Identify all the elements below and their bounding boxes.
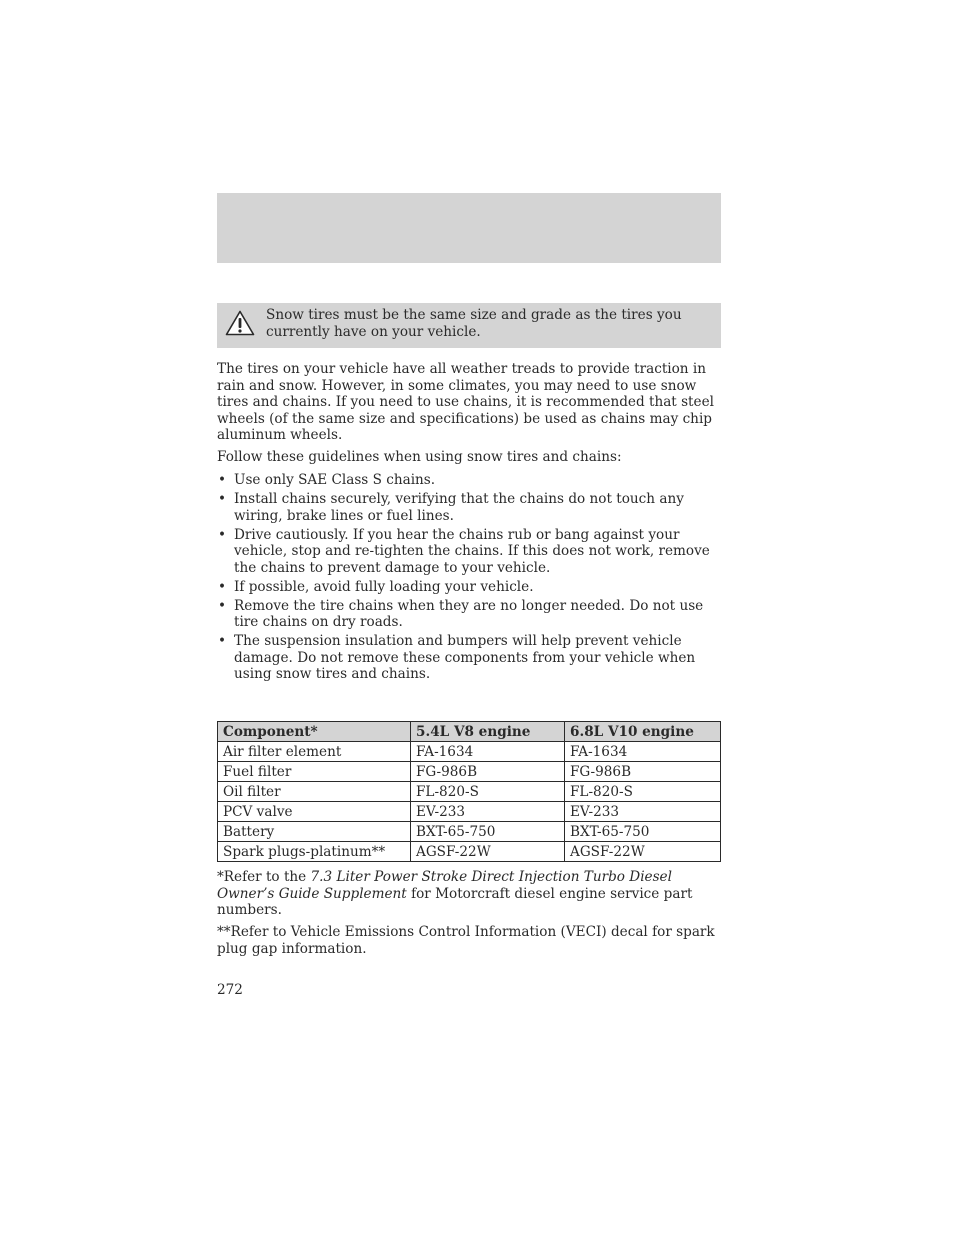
table-row: [218, 822, 721, 842]
table-cell: Battery: [218, 822, 411, 842]
column-header: 6.8L V10 engine: [565, 722, 721, 742]
table-cell: FL-820-S: [411, 782, 565, 802]
bullet-icon: •: [218, 597, 227, 614]
column-header: Component*: [218, 722, 411, 742]
list-item: • Remove the tire chains when they are no longer needed. Do not use tire chains on dry roads.: [218, 597, 704, 631]
table-cell: Spark plugs-platinum**: [218, 842, 411, 862]
table-cell: AGSF-22W: [565, 842, 721, 862]
table-cell: PCV valve: [218, 802, 411, 822]
table-row: [218, 782, 721, 802]
footnote-diesel: *Refer to the 7.3 Liter Power Stroke Direct Injection Turbo Diesel Owner’s Guide Supplement for Motorcraft diesel engine service part numbers.: [217, 869, 693, 918]
table-cell: FG-986B: [565, 762, 721, 782]
header-band: [217, 193, 721, 263]
list-item: • Use only SAE Class S chains.: [218, 472, 436, 488]
column-header: 5.4L V8 engine: [411, 722, 565, 742]
bullet-icon: •: [218, 491, 227, 508]
bullet-icon: •: [218, 526, 227, 543]
warning-box: [217, 303, 721, 348]
table-cell: BXT-65-750: [411, 822, 565, 842]
table-row: [218, 742, 721, 762]
list-item: • Drive cautiously. If you hear the chains rub or bang against your vehicle, stop and re-tighten the chains. If this does not work, remove the chains to prevent damage to your vehicle.: [218, 526, 710, 576]
table-header-row: [218, 722, 721, 742]
list-item: • Install chains securely, verifying that the chains do not touch any wiring, brake lines or fuel lines.: [218, 491, 684, 524]
table-cell: EV-233: [565, 802, 721, 822]
table-cell: AGSF-22W: [411, 842, 565, 862]
table-row: [218, 842, 721, 862]
page-number: 272: [217, 982, 243, 998]
guidelines-list: [217, 472, 721, 686]
table-cell: Air filter element: [218, 742, 411, 762]
warning-triangle-icon: [225, 310, 255, 336]
table-cell: Fuel filter: [218, 762, 411, 782]
bullet-icon: •: [218, 633, 227, 650]
table-cell: Oil filter: [218, 782, 411, 802]
table-cell: FG-986B: [411, 762, 565, 782]
warning-text: Snow tires must be the same size and grade as the tires you currently have on your vehicle.: [266, 307, 682, 340]
table-row: [218, 802, 721, 822]
table-cell: EV-233: [411, 802, 565, 822]
diesel-guide-title: 7.3 Liter Power Stroke Direct Injection Turbo Diesel Owner’s Guide Supplement: [217, 869, 672, 902]
table-cell: FA-1634: [411, 742, 565, 762]
intro-paragraph: The tires on your vehicle have all weather treads to provide traction in rain and snow. However, in some climates, you may need to use snow tires and chains. If you need to use chains, it is recommended that steel wheels (of the same size and specifications) be used as chains may chip aluminum wheels.: [217, 361, 714, 443]
table-cell: BXT-65-750: [565, 822, 721, 842]
bullet-icon: •: [218, 472, 227, 488]
footnote-spark-plug: **Refer to Vehicle Emissions Control Information (VECI) decal for spark plug gap information.: [217, 924, 715, 957]
list-item: • If possible, avoid fully loading your vehicle.: [218, 578, 534, 595]
list-item: • The suspension insulation and bumpers will help prevent vehicle damage. Do not remove these components from your vehicle when using snow tires and chains.: [218, 633, 696, 683]
guidelines-intro: Follow these guidelines when using snow tires and chains:: [217, 449, 622, 465]
parts-table: [217, 721, 721, 862]
bullet-icon: •: [218, 578, 227, 595]
table-cell: FL-820-S: [565, 782, 721, 802]
table-cell: FA-1634: [565, 742, 721, 762]
table-row: [218, 762, 721, 782]
